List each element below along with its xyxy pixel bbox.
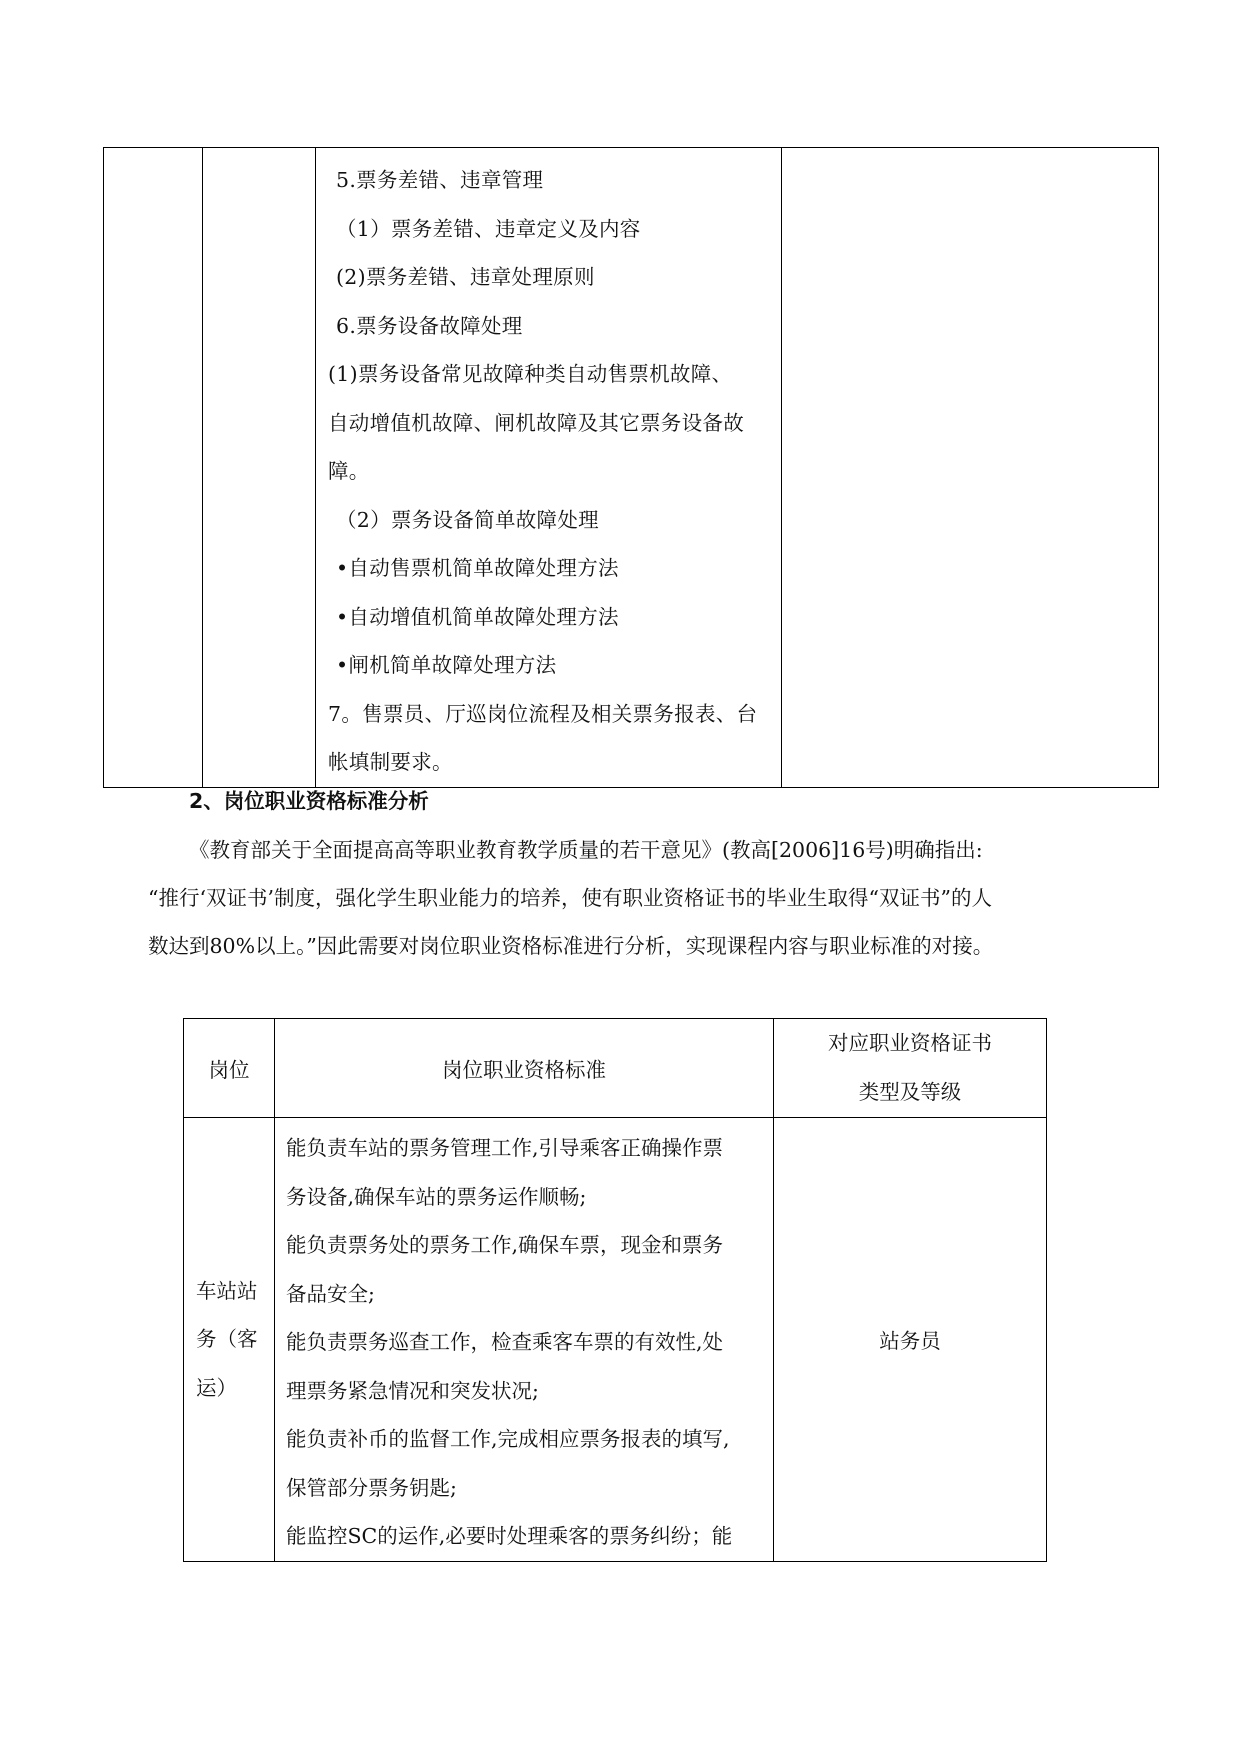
table-cell-empty-4 [782,148,1159,788]
header-standard: 岗位职业资格标准 [275,1019,774,1118]
standard-line: 备品安全; [286,1281,375,1306]
content-line: 5.票务差错、违章管理 [336,168,544,192]
paragraph-line: “推行‘双证书’制度，强化学生职业能力的培养，使有职业资格证书的毕业生取得“双证书”的人 [148,886,992,910]
standard-line: 保管部分票务钥匙; [286,1475,457,1500]
content-line: •自动增值机简单故障处理方法 [336,604,619,629]
post-line: 务（客 [196,1327,258,1351]
cell-post [184,1118,275,1562]
content-line: 7。售票员、厅巡岗位流程及相关票务报表、台 [328,701,758,726]
content-line: •闸机简单故障处理方法 [336,653,557,677]
standard-line: 务设备,确保车站的票务运作顺畅; [286,1184,587,1209]
table-cell-empty-1 [104,148,203,788]
content-line: 6.票务设备故障处理 [336,313,523,338]
standard-line: 能负责票务巡查工作，检查乘客车票的有效性,处 [286,1330,724,1354]
table-cell-content [316,148,782,788]
header-certificate [774,1019,1047,1118]
content-line: 自动增值机故障、闸机故障及其它票务设备故 [328,410,744,435]
cell-certificate: 站务员 [774,1118,1047,1562]
standard-line: 能负责补币的监督工作,完成相应票务报表的填写, [286,1427,730,1451]
table-row [184,1118,1047,1562]
cell-standard [275,1118,774,1562]
course-content-table [103,147,1159,788]
standard-line: 能监控SC的运作,必要时处理乘客的票务纠纷；能 [286,1524,733,1548]
content-line: •自动售票机简单故障处理方法 [336,556,619,580]
content-line: （2）票务设备简单故障处理 [336,507,599,532]
content-lines [316,148,781,787]
body-paragraph [148,826,1098,970]
table-header-row [184,1019,1047,1118]
content-line: （1）票务差错、违章定义及内容 [336,216,641,241]
content-line: (2)票务差错、违章处理原则 [336,265,595,289]
table-row [104,148,1159,788]
table-cell-empty-2 [203,148,316,788]
content-line: 帐填制要求。 [328,750,453,774]
header-certificate-line: 对应职业资格证书 [828,1031,992,1055]
content-line: (1)票务设备常见故障种类自动售票机故障、 [328,362,733,386]
paragraph-line: 《教育部关于全面提高高等职业教育教学质量的若干意见》(教高[2006]16号)明确指出: [189,838,983,862]
standard-line: 理票务紧急情况和突发状况; [286,1378,539,1403]
paragraph-line: 数达到80%以上。”因此需要对岗位职业资格标准进行分析，实现课程内容与职业标准的对接。 [148,934,994,958]
header-post: 岗位 [184,1019,275,1118]
post-line: 车站站 [196,1278,258,1303]
header-certificate-line: 类型及等级 [858,1080,962,1104]
standard-line: 能负责票务处的票务工作,确保车票，现金和票务 [286,1233,724,1257]
post-line: 运） [196,1375,237,1400]
standard-line: 能负责车站的票务管理工作,引导乘客正确操作票 [286,1136,724,1160]
qualification-standard-table [183,1018,1047,1562]
content-line: 障。 [328,459,370,483]
section-heading: 2、岗位职业资格标准分析 [189,789,429,813]
